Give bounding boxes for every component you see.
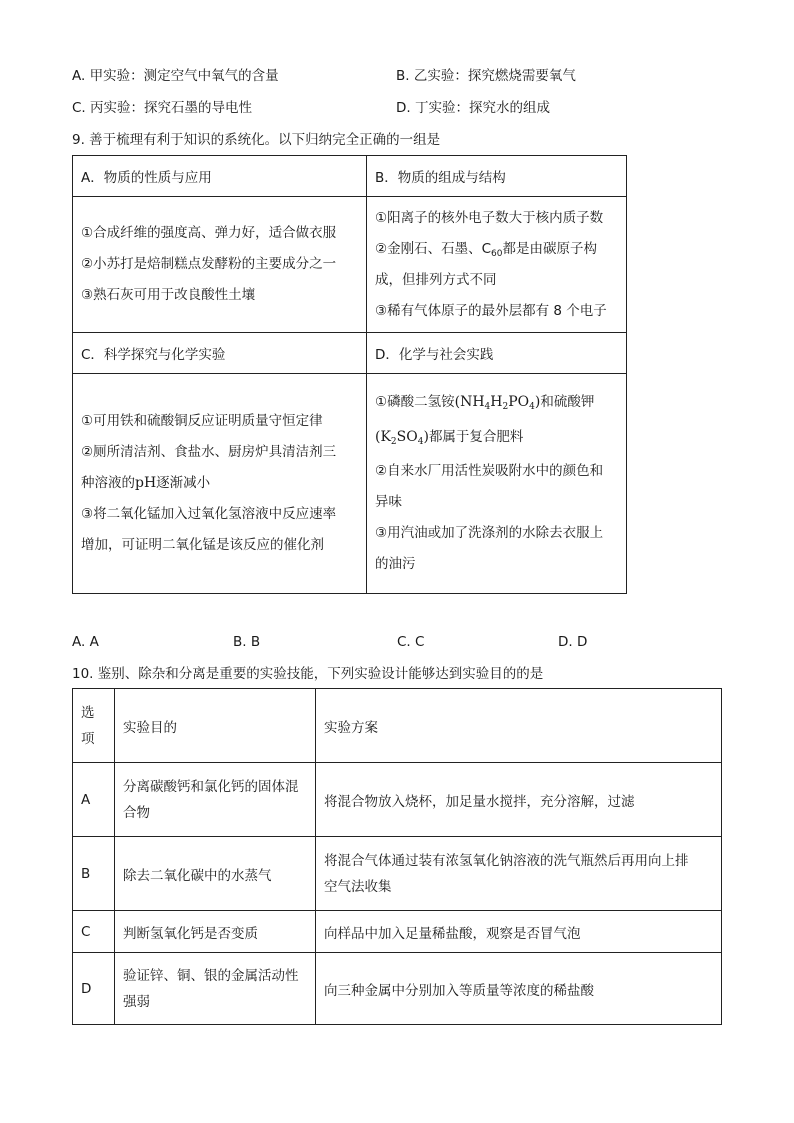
q9-b-item-2 — [375, 234, 618, 265]
q9-b-item-2-sub: 60 — [491, 248, 503, 259]
q10-header-option-1: 选 — [81, 704, 95, 721]
q9-b-item-2-cont: 成，但排列方式不同 — [375, 271, 497, 288]
q10-row-d-purpose-2: 强弱 — [123, 993, 150, 1010]
q9-d-f1-c: PO — [508, 394, 530, 410]
q9-cell-c-body — [73, 374, 367, 594]
q9-d-text: ①磷酸二氢铵 — [375, 394, 455, 410]
q9-b-item-3: ③稀有气体原子的最外层都有 8 个电子 — [375, 302, 607, 319]
q9-d-item-2: ②自来水厂用活性炭吸附水中的颜色和 — [375, 463, 604, 479]
q9-d-text-3: 都属于复合肥料 — [428, 429, 524, 445]
q9-c-item-2: ②厕所清洁剂、食盐水、厨房炉具清洁剂三 — [81, 444, 337, 460]
q9-c-text: 种溶液的 — [81, 475, 135, 491]
q10-row-a-purpose-2: 合物 — [123, 804, 150, 821]
q9-d-item-3-cont: 的油污 — [375, 556, 416, 572]
q9-c-item-3: ③将二氧化锰加入过氧化氢溶液中反应速率 — [81, 506, 337, 522]
q8-option-d: D. 丁实验：探究水的组成 — [396, 100, 550, 116]
q9-b-item-1: ①阳离子的核外电子数大于核内质子数 — [375, 209, 604, 226]
q10-header-plan: 实验方案 — [316, 689, 722, 763]
q10-stem: 10. 鉴别、除杂和分离是重要的实验技能，下列实验设计能够达到实验目的的是 — [72, 666, 544, 682]
q9-d-item-3: ③用汽油或加了洗涤剂的水除去衣服上 — [375, 525, 604, 541]
q10-row-d-plan: 向三种金属中分别加入等质量等浓度的稀盐酸 — [316, 953, 722, 1025]
q9-c-item-2-cont — [81, 468, 358, 499]
q9-cell-a-title: A．物质的性质与应用 — [73, 156, 367, 197]
q9-b-item-2-tail: 都是由碳原子构 — [502, 240, 597, 257]
q9-d-f2-c: ) — [423, 429, 429, 445]
q10-header-option — [73, 689, 115, 763]
q10-row-b-plan-2: 空气法收集 — [324, 878, 392, 895]
q9-cell-c-title: C．科学探究与化学实验 — [73, 333, 367, 374]
q9-cell-d-body — [367, 374, 627, 594]
q9-a-item-2: ②小苏打是焙制糕点发酵粉的主要成分之一 — [81, 256, 337, 272]
q9-answer-c: C. C — [397, 634, 425, 650]
q9-d-item-1 — [375, 387, 618, 418]
q10-row-b-option: B — [73, 837, 115, 911]
q9-c-item-3-cont: 增加，可证明二氧化锰是该反应的催化剂 — [81, 537, 324, 553]
q9-table — [72, 155, 627, 594]
q9-d-f2-b: SO — [396, 429, 418, 445]
q9-c-item-1: ①可用铁和硫酸铜反应证明质量守恒定律 — [81, 413, 323, 429]
q9-d-f1-b: H — [490, 394, 503, 410]
q9-d-f1-sub1: 4 — [484, 402, 491, 412]
q9-d-f1-sub3: 4 — [529, 402, 535, 412]
q9-answer-b: B. B — [233, 634, 261, 650]
q10-row-a-option: A — [73, 763, 115, 837]
q10-row-c-option: C — [73, 911, 115, 953]
q8-option-c: C. 丙实验：探究石墨的导电性 — [72, 100, 253, 116]
q9-cell-b-title: B．物质的组成与结构 — [367, 156, 627, 197]
q10-row-b-plan-1: 将混合气体通过装有浓氢氧化钠溶液的洗气瓶然后再用向上排 — [324, 852, 689, 869]
q9-answer-d: D. D — [558, 634, 588, 650]
q10-row-a-purpose — [115, 763, 316, 837]
q9-a-item-3: ③熟石灰可用于改良酸性土壤 — [81, 287, 256, 303]
q9-d-text-2: 和硫酸钾 — [540, 394, 595, 410]
q10-row-b-purpose: 除去二氧化碳中的水蒸气 — [115, 837, 316, 911]
q9-cell-b-body — [367, 197, 627, 333]
q10-row-a-plan: 将混合物放入烧杯，加足量水搅拌，充分溶解，过滤 — [316, 763, 722, 837]
q9-d-f1-sub2: 2 — [502, 402, 509, 412]
q10-row-d-purpose-1: 验证锌、铜、银的金属活动性 — [123, 967, 299, 984]
q10-row-b-plan — [316, 837, 722, 911]
q10-row-a-purpose-1: 分离碳酸钙和氯化钙的固体混 — [123, 778, 299, 795]
q9-answer-a: A. A — [72, 634, 99, 650]
q9-c-ph: pH — [135, 475, 157, 491]
q9-cell-a-body — [73, 197, 367, 333]
q10-row-d-option: D — [73, 953, 115, 1025]
q9-b-item-2-text: ②金刚石、石墨、C — [375, 240, 492, 257]
q9-d-f2-sub1: 2 — [390, 437, 397, 447]
q9-d-f1-d: ) — [534, 394, 541, 410]
q9-d-f2-a: (K — [375, 429, 391, 445]
q9-d-item-2-cont: 异味 — [375, 494, 402, 510]
q8-option-a: A. 甲实验：测定空气中氧气的含量 — [72, 68, 279, 84]
q9-c-text-tail: 逐渐减小 — [156, 475, 211, 491]
q9-cell-d-title: D．化学与社会实践 — [367, 333, 627, 374]
q10-table — [72, 688, 722, 1025]
q9-d-formula-1 — [455, 394, 541, 410]
q10-row-c-purpose: 判断氢氧化钙是否变质 — [115, 911, 316, 953]
q9-stem: 9. 善于梳理有利于知识的系统化。以下归纳完全正确的一组是 — [72, 132, 441, 148]
q9-d-item-1-cont — [375, 418, 618, 456]
q10-row-d-purpose — [115, 953, 316, 1025]
q9-d-formula-2 — [375, 429, 429, 445]
q10-header-purpose: 实验目的 — [115, 689, 316, 763]
q9-d-f1-a: (NH — [454, 394, 485, 410]
q8-option-b: B. 乙实验：探究燃烧需要氧气 — [396, 68, 576, 84]
q9-d-f2-sub2: 4 — [417, 437, 424, 447]
q9-a-item-1: ①合成纤维的强度高、弹力好，适合做衣服 — [81, 225, 337, 241]
q10-header-option-2: 项 — [81, 730, 95, 747]
q10-row-c-plan: 向样品中加入足量稀盐酸，观察是否冒气泡 — [316, 911, 722, 953]
